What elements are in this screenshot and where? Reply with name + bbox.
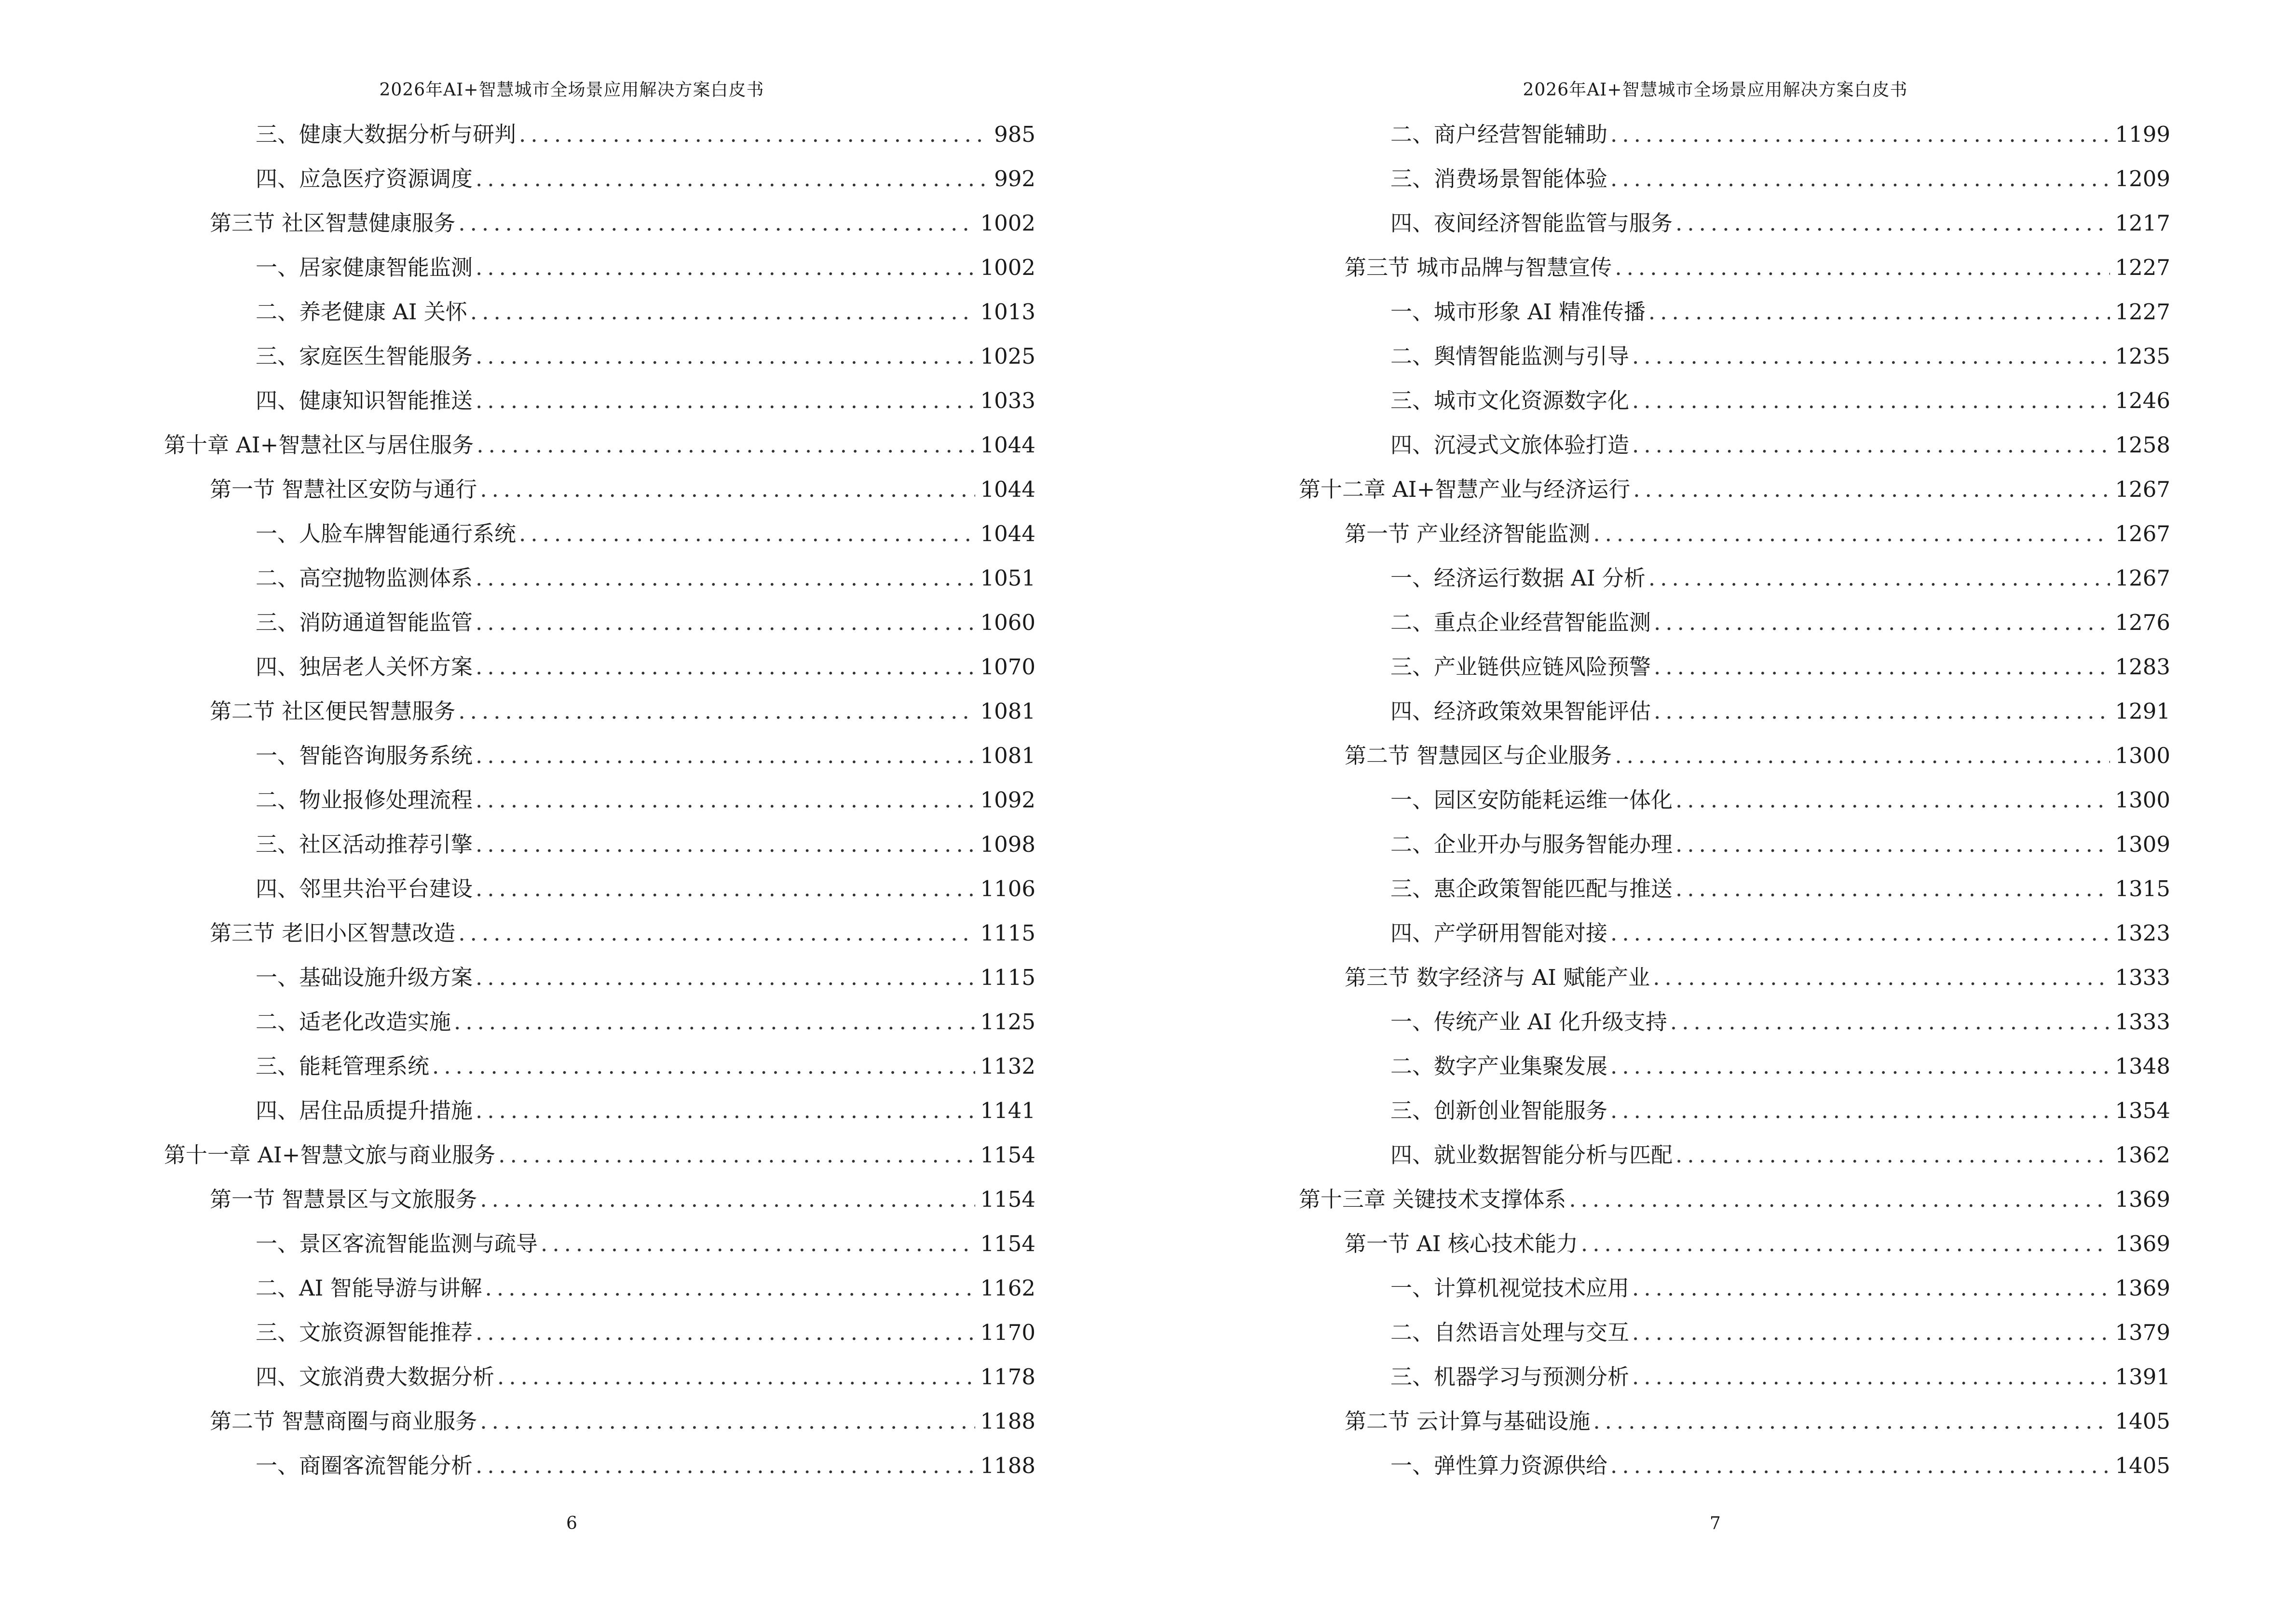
dot-leader	[476, 246, 975, 290]
toc-entry-title: 三、社区活动推荐引擎	[256, 832, 473, 857]
dot-leader	[1610, 1044, 2110, 1089]
toc-entry-page: 1369	[2115, 1187, 2170, 1212]
toc-entry-page: 1188	[980, 1453, 1035, 1478]
toc-entry-title: 第二节 社区便民智慧服务	[210, 698, 456, 724]
toc-entry-page: 1405	[2115, 1453, 2170, 1478]
toc-subsection-entry[interactable]	[1390, 423, 2170, 467]
toc-entry-title: 二、重点企业经营智能监测	[1390, 610, 1651, 635]
dot-leader	[498, 1133, 975, 1177]
toc-subsection-entry[interactable]	[1390, 1044, 2170, 1089]
dot-leader	[1675, 867, 2110, 911]
toc-entry-page: 1154	[980, 1231, 1035, 1256]
toc-entry-title: 三、消防通道智能监管	[256, 610, 473, 635]
right-page	[1144, 0, 2287, 1624]
page-header: 2026年AI+智慧城市全场景应用解决方案白皮书	[379, 80, 764, 100]
toc-subsection-entry[interactable]	[256, 1355, 1035, 1399]
toc-entry-title: 三、家庭医生智能服务	[256, 343, 473, 369]
toc-entry-page: 1323	[2115, 920, 2170, 946]
toc-entry-title: 第二节 云计算与基础设施	[1345, 1408, 1591, 1434]
toc-section-entry[interactable]	[210, 911, 1035, 955]
dot-leader	[1632, 423, 2110, 467]
toc-section-entry[interactable]	[1345, 734, 2170, 778]
toc-section-entry[interactable]	[210, 689, 1035, 734]
dot-leader	[458, 689, 975, 734]
toc-subsection-entry[interactable]	[1390, 1355, 2170, 1399]
dot-leader	[470, 290, 976, 334]
toc-entry-page: 1106	[980, 876, 1035, 901]
toc-entry-title: 四、夜间经济智能监管与服务	[1390, 210, 1673, 236]
toc-subsection-entry[interactable]	[256, 822, 1035, 867]
toc-subsection-entry[interactable]	[256, 1222, 1035, 1266]
toc-entry-page: 1227	[2115, 255, 2170, 280]
dot-leader	[1675, 778, 2110, 822]
toc-entry-page: 1309	[2115, 832, 2170, 857]
toc-entry-title: 一、经济运行数据 AI 分析	[1390, 565, 1646, 591]
toc-subsection-entry[interactable]	[1390, 600, 2170, 645]
toc-entry-title: 第三节 城市品牌与智慧宣传	[1345, 255, 1612, 280]
toc-entry-page: 1070	[980, 654, 1035, 680]
toc-entry-page: 1044	[980, 521, 1035, 546]
toc-entry-title: 第十三章 关键技术支撑体系	[1299, 1187, 1566, 1212]
toc-entry-page: 1170	[980, 1320, 1035, 1345]
toc-entry-title: 四、文旅消费大数据分析	[256, 1364, 495, 1390]
toc-entry-title: 四、邻里共治平台建设	[256, 876, 473, 901]
toc-entry-page: 1246	[2115, 388, 2170, 413]
toc-entry-page: 1162	[980, 1275, 1035, 1301]
toc-entry-title: 第二节 智慧商圈与商业服务	[210, 1408, 477, 1434]
toc-subsection-entry[interactable]	[1390, 1310, 2170, 1355]
toc-entry-title: 二、适老化改造实施	[256, 1009, 451, 1035]
dot-leader	[476, 379, 975, 423]
toc-entry-page: 1300	[2115, 787, 2170, 813]
toc-entry-title: 四、健康知识智能推送	[256, 388, 473, 413]
toc-subsection-entry[interactable]	[256, 645, 1035, 689]
toc-subsection-entry[interactable]	[256, 778, 1035, 822]
toc-entry-title: 四、居住品质提升措施	[256, 1098, 473, 1123]
toc-section-entry[interactable]	[210, 467, 1035, 512]
toc-subsection-entry[interactable]	[1390, 645, 2170, 689]
toc-subsection-entry[interactable]	[1390, 689, 2170, 734]
toc-entry-title: 二、物业报修处理流程	[256, 787, 473, 813]
dot-leader	[1654, 600, 2110, 645]
toc-entry-title: 第十一章 AI+智慧文旅与商业服务	[164, 1142, 496, 1168]
dot-leader	[1610, 157, 2110, 201]
dot-leader	[519, 112, 989, 157]
dot-leader	[458, 911, 975, 955]
toc-entry-title: 三、城市文化资源数字化	[1390, 388, 1630, 413]
toc-entry-page: 1300	[2115, 743, 2170, 768]
toc-entry-title: 一、商圈客流智能分析	[256, 1453, 473, 1478]
dot-leader	[476, 600, 975, 645]
toc-entry-title: 第十章 AI+智慧社区与居住服务	[164, 432, 474, 458]
toc-entry-page: 1188	[980, 1408, 1035, 1434]
toc-subsection-entry[interactable]	[1390, 334, 2170, 379]
toc-entry-title: 三、消费场景智能体验	[1390, 166, 1608, 191]
toc-entry-title: 一、城市形象 AI 精准传播	[1390, 299, 1646, 325]
dot-leader	[476, 423, 975, 467]
toc-subsection-entry[interactable]	[256, 157, 1035, 201]
toc-section-entry[interactable]	[1345, 1222, 2170, 1266]
dot-leader	[1581, 1222, 2110, 1266]
toc-subsection-entry[interactable]	[256, 246, 1035, 290]
toc-subsection-entry[interactable]	[256, 1310, 1035, 1355]
toc-entry-title: 一、景区客流智能监测与疏导	[256, 1231, 538, 1256]
toc-subsection-entry[interactable]	[1390, 1133, 2170, 1177]
dot-leader	[1654, 645, 2110, 689]
dot-leader	[476, 556, 975, 600]
dot-leader	[1633, 467, 2110, 512]
dot-leader	[458, 201, 975, 246]
toc-entry-page: 1267	[2115, 565, 2170, 591]
toc-entry-title: 第一节 智慧景区与文旅服务	[210, 1187, 477, 1212]
toc-entry-page: 992	[994, 166, 1035, 191]
dot-leader	[1670, 1000, 2110, 1044]
toc-entry-page: 1315	[2115, 876, 2170, 901]
toc-entry-title: 三、文旅资源智能推荐	[256, 1320, 473, 1345]
toc-subsection-entry[interactable]	[1390, 112, 2170, 157]
toc-entry-page: 1154	[980, 1142, 1035, 1168]
dot-leader	[1615, 246, 2110, 290]
toc-entry-title: 二、养老健康 AI 关怀	[256, 299, 467, 325]
toc-section-entry[interactable]	[210, 201, 1035, 246]
dot-leader	[1569, 1177, 2110, 1222]
toc-entry-page: 1199	[2115, 122, 2170, 147]
toc-entry-page: 1369	[2115, 1275, 2170, 1301]
toc-entry-page: 1044	[980, 432, 1035, 458]
toc-section-entry[interactable]	[210, 1177, 1035, 1222]
dot-leader	[1593, 1399, 2110, 1444]
toc-entry-title: 一、人脸车牌智能通行系统	[256, 521, 517, 546]
toc-entry-title: 一、居家健康智能监测	[256, 255, 473, 280]
toc-entry-page: 1267	[2115, 521, 2170, 546]
toc-entry-title: 二、数字产业集聚发展	[1390, 1053, 1608, 1079]
toc-entry-title: 第一节 智慧社区安防与通行	[210, 477, 477, 502]
toc-entry-page: 1013	[980, 299, 1035, 325]
toc-entry-title: 四、沉浸式文旅体验打造	[1390, 432, 1630, 458]
toc-subsection-entry[interactable]	[1390, 911, 2170, 955]
dot-leader	[476, 1089, 975, 1133]
dot-leader	[454, 1000, 975, 1044]
dot-leader	[1632, 1266, 2110, 1310]
dot-leader	[1615, 734, 2110, 778]
toc-entry-title: 一、基础设施升级方案	[256, 965, 473, 990]
dot-leader	[1654, 689, 2110, 734]
dot-leader	[1632, 1355, 2110, 1399]
toc-entry-page: 1209	[2115, 166, 2170, 191]
dot-leader	[497, 1355, 975, 1399]
toc-entry-page: 1154	[980, 1187, 1035, 1212]
dot-leader	[1610, 1089, 2110, 1133]
toc-entry-title: 一、弹性算力资源供给	[1390, 1453, 1608, 1478]
toc-entry-page: 985	[994, 122, 1035, 147]
toc-entry-page: 1333	[2115, 965, 2170, 990]
toc-entry-page: 1178	[980, 1364, 1035, 1390]
toc-entry-title: 第三节 社区智慧健康服务	[210, 210, 456, 236]
toc-entry-page: 1333	[2115, 1009, 2170, 1035]
dot-leader	[476, 334, 975, 379]
toc-subsection-entry[interactable]	[256, 379, 1035, 423]
dot-leader	[476, 734, 975, 778]
dot-leader	[1632, 1310, 2110, 1355]
toc-chapter-entry[interactable]	[164, 1133, 1035, 1177]
toc-subsection-entry[interactable]	[1390, 556, 2170, 600]
page-number: 6	[566, 1514, 577, 1533]
toc-entry-title: 四、产学研用智能对接	[1390, 920, 1608, 946]
toc-entry-page: 1348	[2115, 1053, 2170, 1079]
toc-entry-page: 1405	[2115, 1408, 2170, 1434]
dot-leader	[476, 1310, 975, 1355]
toc-entry-page: 1354	[2115, 1098, 2170, 1123]
toc-chapter-entry[interactable]	[164, 423, 1035, 467]
toc-subsection-entry[interactable]	[256, 1266, 1035, 1310]
toc-entry-title: 一、园区安防能耗运维一体化	[1390, 787, 1673, 813]
dot-leader	[480, 1177, 975, 1222]
toc-subsection-entry[interactable]	[1390, 379, 2170, 423]
toc-entry-title: 二、舆情智能监测与引导	[1390, 343, 1630, 369]
dot-leader	[1610, 112, 2110, 157]
toc-entry-page: 1291	[2115, 698, 2170, 724]
dot-leader	[1632, 334, 2110, 379]
toc-entry-page: 1060	[980, 610, 1035, 635]
dot-leader	[476, 157, 989, 201]
toc-entry-title: 四、经济政策效果智能评估	[1390, 698, 1651, 724]
dot-leader	[1675, 201, 2110, 246]
dot-leader	[476, 1444, 975, 1488]
toc-entry-title: 四、独居老人关怀方案	[256, 654, 473, 680]
toc-subsection-entry[interactable]	[1390, 778, 2170, 822]
toc-entry-page: 1227	[2115, 299, 2170, 325]
toc-subsection-entry[interactable]	[256, 290, 1035, 334]
toc-subsection-entry[interactable]	[256, 867, 1035, 911]
toc-entry-title: 一、智能咨询服务系统	[256, 743, 473, 768]
dot-leader	[1593, 512, 2110, 556]
toc-entry-page: 1379	[2115, 1320, 2170, 1345]
toc-entry-page: 1125	[980, 1009, 1035, 1035]
page-number: 7	[1710, 1514, 1721, 1533]
toc-subsection-entry[interactable]	[256, 1444, 1035, 1488]
toc-entry-page: 1267	[2115, 477, 2170, 502]
toc-subsection-entry[interactable]	[256, 334, 1035, 379]
dot-leader	[1632, 379, 2110, 423]
page-header: 2026年AI+智慧城市全场景应用解决方案白皮书	[1523, 80, 1908, 100]
toc-entry-page: 1002	[980, 255, 1035, 280]
toc-entry-title: 二、商户经营智能辅助	[1390, 122, 1608, 147]
toc-entry-title: 二、企业开办与服务智能办理	[1390, 832, 1673, 857]
toc-entry-title: 三、惠企政策智能匹配与推送	[1390, 876, 1673, 901]
dot-leader	[432, 1044, 975, 1089]
toc-subsection-entry[interactable]	[256, 1000, 1035, 1044]
dot-leader	[476, 955, 975, 1000]
toc-entry-page: 1002	[980, 210, 1035, 236]
dot-leader	[476, 778, 975, 822]
dot-leader	[1675, 822, 2110, 867]
toc-entry-page: 1391	[2115, 1364, 2170, 1390]
dot-leader	[1675, 1133, 2110, 1177]
dot-leader	[1610, 1444, 2110, 1488]
toc-chapter-entry[interactable]	[1299, 1177, 2170, 1222]
toc-entry-page: 1115	[980, 920, 1035, 946]
toc-entry-title: 三、能耗管理系统	[256, 1053, 430, 1079]
toc-entry-page: 1283	[2115, 654, 2170, 680]
toc-entry-title: 一、计算机视觉技术应用	[1390, 1275, 1630, 1301]
toc-entry-title: 第一节 AI 核心技术能力	[1345, 1231, 1578, 1256]
toc-entry-title: 第一节 产业经济智能监测	[1345, 521, 1591, 546]
toc-subsection-entry[interactable]	[1390, 867, 2170, 911]
toc-entry-page: 1369	[2115, 1231, 2170, 1256]
toc-entry-title: 二、自然语言处理与交互	[1390, 1320, 1630, 1345]
toc-entry-page: 1362	[2115, 1142, 2170, 1168]
toc-entry-page: 1044	[980, 477, 1035, 502]
toc-entry-page: 1276	[2115, 610, 2170, 635]
toc-subsection-entry[interactable]	[256, 734, 1035, 778]
toc-entry-page: 1081	[980, 698, 1035, 724]
toc-subsection-entry[interactable]	[256, 600, 1035, 645]
toc-entry-title: 一、传统产业 AI 化升级支持	[1390, 1009, 1667, 1035]
toc-subsection-entry[interactable]	[1390, 201, 2170, 246]
dot-leader	[1653, 955, 2110, 1000]
toc-entry-title: 第三节 数字经济与 AI 赋能产业	[1345, 965, 1650, 990]
toc-entry-page: 1217	[2115, 210, 2170, 236]
toc-subsection-entry[interactable]	[1390, 290, 2170, 334]
toc-subsection-entry[interactable]	[256, 112, 1035, 157]
toc-entry-title: 第三节 老旧小区智慧改造	[210, 920, 456, 946]
toc-subsection-entry[interactable]	[256, 556, 1035, 600]
dot-leader	[485, 1266, 976, 1310]
toc-entry-page: 1115	[980, 965, 1035, 990]
dot-leader	[476, 867, 975, 911]
dot-leader	[476, 645, 975, 689]
toc-subsection-entry[interactable]	[1390, 157, 2170, 201]
toc-entry-page: 1092	[980, 787, 1035, 813]
toc-subsection-entry[interactable]	[1390, 1000, 2170, 1044]
toc-entry-title: 三、创新创业智能服务	[1390, 1098, 1608, 1123]
dot-leader	[476, 822, 975, 867]
toc-entry-title: 二、AI 智能导游与讲解	[256, 1275, 482, 1301]
toc-entry-title: 三、机器学习与预测分析	[1390, 1364, 1630, 1390]
toc-subsection-entry[interactable]	[1390, 1089, 2170, 1133]
toc-entry-page: 1033	[980, 388, 1035, 413]
toc-entry-page: 1098	[980, 832, 1035, 857]
toc-entry-title: 第十二章 AI+智慧产业与经济运行	[1299, 477, 1631, 502]
toc-entry-page: 1141	[980, 1098, 1035, 1123]
toc-section-entry[interactable]	[1345, 1399, 2170, 1444]
dot-leader	[480, 1399, 975, 1444]
toc-entry-page: 1025	[980, 343, 1035, 369]
dot-leader	[541, 1222, 975, 1266]
dot-leader	[1648, 556, 2110, 600]
dot-leader	[519, 512, 975, 556]
toc-entry-title: 三、产业链供应链风险预警	[1390, 654, 1651, 680]
toc-entry-page: 1258	[2115, 432, 2170, 458]
toc-subsection-entry[interactable]	[1390, 1266, 2170, 1310]
toc-entry-title: 四、就业数据智能分析与匹配	[1390, 1142, 1673, 1168]
toc-entry-page: 1051	[980, 565, 1035, 591]
toc-entry-page: 1235	[2115, 343, 2170, 369]
toc-subsection-entry[interactable]	[256, 512, 1035, 556]
toc-section-entry[interactable]	[210, 1399, 1035, 1444]
toc-section-entry[interactable]	[1345, 955, 2170, 1000]
toc-subsection-entry[interactable]	[256, 1089, 1035, 1133]
toc-section-entry[interactable]	[1345, 246, 2170, 290]
toc-subsection-entry[interactable]	[1390, 1444, 2170, 1488]
toc-entry-page: 1081	[980, 743, 1035, 768]
toc-subsection-entry[interactable]	[256, 955, 1035, 1000]
toc-chapter-entry[interactable]	[1299, 467, 2170, 512]
toc-subsection-entry[interactable]	[256, 1044, 1035, 1089]
toc-entry-page: 1132	[980, 1053, 1035, 1079]
toc-entry-title: 三、健康大数据分析与研判	[256, 122, 517, 147]
dot-leader	[1610, 911, 2110, 955]
toc-entry-title: 二、高空抛物监测体系	[256, 565, 473, 591]
dot-leader	[480, 467, 975, 512]
toc-entry-title: 四、应急医疗资源调度	[256, 166, 473, 191]
dot-leader	[1648, 290, 2110, 334]
toc-subsection-entry[interactable]	[1390, 822, 2170, 867]
toc-section-entry[interactable]	[1345, 512, 2170, 556]
toc-entry-title: 第二节 智慧园区与企业服务	[1345, 743, 1612, 768]
